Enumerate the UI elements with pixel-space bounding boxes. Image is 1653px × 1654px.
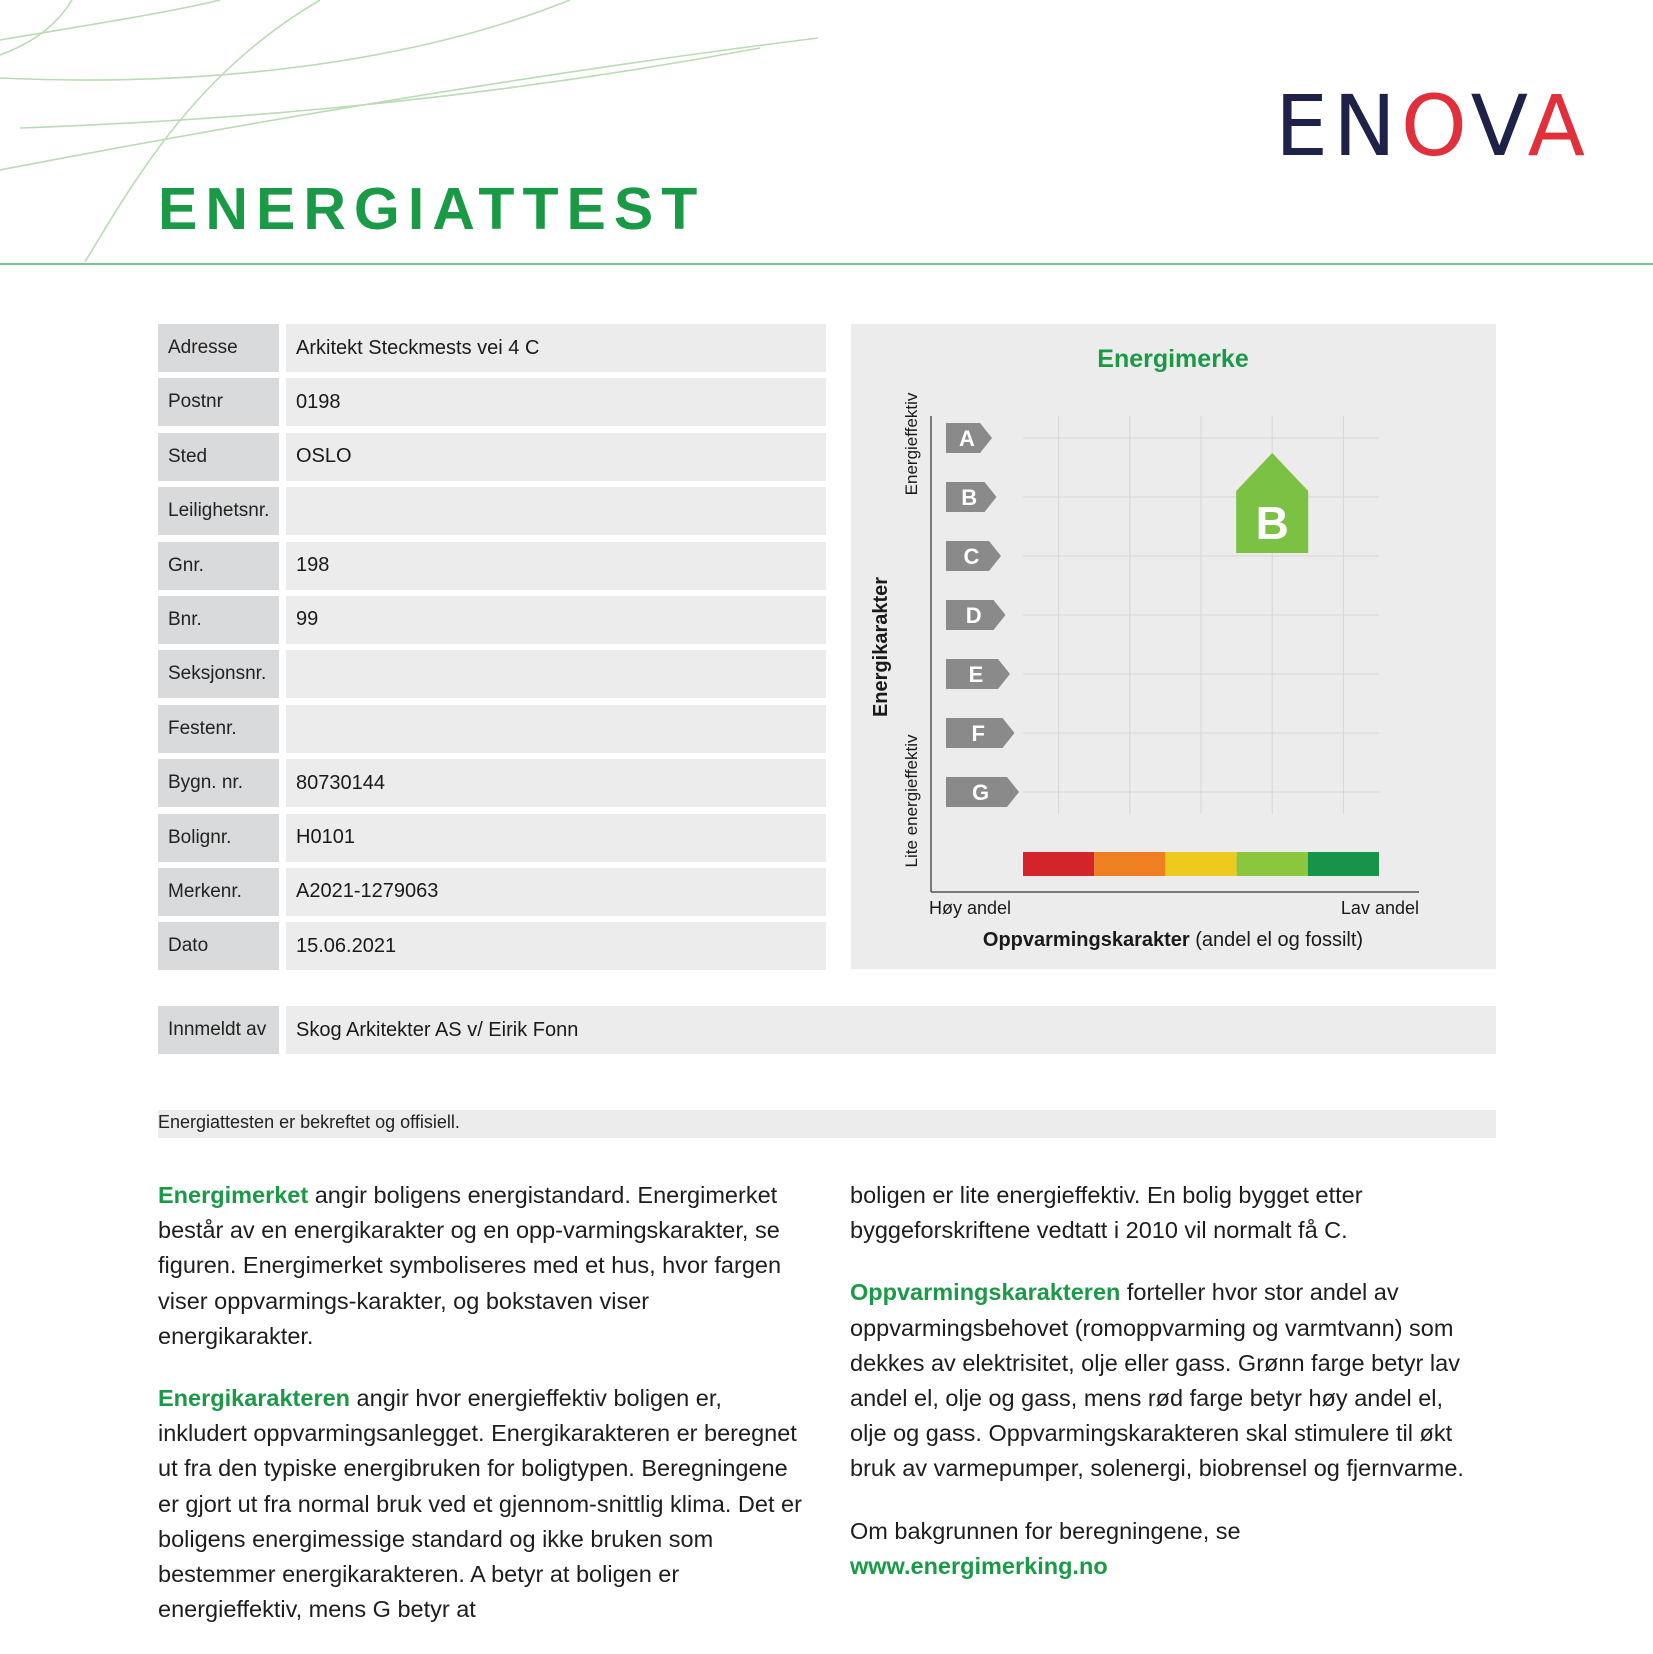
term-energimerket: Energimerket — [158, 1182, 309, 1208]
logo-part: V — [1470, 77, 1528, 175]
info-row — [158, 433, 826, 481]
info-label: Seksjonsnr. — [158, 650, 279, 698]
energy-label-title: Energimerke — [1097, 345, 1249, 373]
x-right-label: Lav andel — [1340, 898, 1419, 918]
chart-grid — [1023, 416, 1379, 814]
grade-arrow-a — [946, 423, 992, 453]
info-label: Bygn. nr. — [158, 759, 279, 807]
energimerking-link[interactable]: www.energimerking.no — [850, 1552, 1108, 1579]
grade-letter: B — [961, 485, 978, 510]
reported-by-label: Innmeldt av — [158, 1006, 279, 1054]
paragraph-text: forteller hvor stor andel av oppvarmingsbehovet (romoppvarming og varmtvann) som dekkes av elektrisitet, olje eller gass. Grønn farge betyr lav andel el, olje og gass, mens rød farge betyr høy andel el, olje og gass. Oppvarmingskarakteren skal stimulere til økt bruk av varmepumper, solenergi, biobrensel og fjernvarme. — [850, 1279, 1464, 1482]
grade-arrow-b — [946, 482, 997, 512]
reported-by-row — [158, 1006, 1496, 1054]
paragraph-text: angir boligens energistandard. Energimerket består av en energikarakter og en opp-varmingskarakter, se figuren. Energimerket symboliseres med et hus, hvor fargen viser oppvarmings-karakter, og bokstaven viser energikarakter. — [158, 1182, 782, 1349]
info-label: Dato — [158, 922, 279, 970]
x-axis-label-bold: Oppvarmingskarakter — [982, 929, 1190, 951]
text-column-left — [158, 1178, 808, 1654]
grade-letter: G — [971, 780, 990, 805]
grade-letter: A — [959, 426, 975, 451]
info-label: Bolignr. — [158, 814, 279, 862]
paragraph-text: angir hvor energieffektiv boligen er, inkludert oppvarmingsanlegget. Energikarakteren er beregnet ut fra den typiske energibruken for boligtypen. Beregningene er gjort ut fra normal bruk ved et gjennom-snittlig klima. Det er boligens energimessige standard og ikke bruken som bestemmer energikarakteren. A betyr at boligen er energieffektiv, mens G betyr at — [158, 1385, 802, 1623]
info-value — [286, 650, 826, 698]
info-value: 0198 — [286, 378, 826, 426]
energy-label-chart — [851, 324, 1496, 969]
paragraph-energikarakteren — [158, 1381, 808, 1627]
term-oppvarmingskarakteren: Oppvarmingskarakteren — [850, 1279, 1121, 1306]
paragraph-continuation: boligen er lite energieffektiv. En bolig bygget etter byggeforskriftene vedtatt i 2010 vil normalt få C. — [850, 1182, 1363, 1244]
info-label: Leilighetsnr. — [158, 487, 279, 535]
logo-part: EN — [1275, 77, 1401, 175]
info-row — [158, 759, 826, 807]
scale-segment — [1165, 852, 1236, 876]
info-value: 15.06.2021 — [286, 922, 826, 970]
energy-label-panel — [851, 324, 1496, 969]
info-value — [286, 705, 826, 753]
info-label: Adresse — [158, 324, 279, 372]
info-label: Postnr — [158, 378, 279, 426]
info-row — [158, 596, 826, 644]
info-value: 198 — [286, 542, 826, 590]
info-value: Arkitekt Steckmests vei 4 C — [286, 324, 826, 372]
scale-segment — [1308, 852, 1379, 876]
grade-arrows — [946, 423, 1019, 807]
info-row — [158, 378, 826, 426]
reported-by-value: Skog Arkitekter AS v/ Eirik Fonn — [286, 1006, 1496, 1054]
info-label: Gnr. — [158, 542, 279, 590]
x-left-label: Høy andel — [929, 898, 1012, 918]
grade-arrow-d — [946, 600, 1006, 630]
info-row — [158, 542, 826, 590]
info-value: OSLO — [286, 433, 826, 481]
term-energikarakteren: Energikarakteren — [158, 1385, 351, 1412]
info-row — [158, 922, 826, 970]
info-label: Sted — [158, 433, 279, 481]
y-top-label: Energieffektiv — [902, 392, 921, 496]
x-axis-label — [983, 929, 1363, 951]
info-value — [286, 487, 826, 535]
paragraph-text: Om bakgrunnen for beregningene, se — [850, 1517, 1241, 1544]
paragraph-background — [850, 1514, 1470, 1584]
info-label: Merkenr. — [158, 868, 279, 916]
grade-arrow-c — [946, 541, 1001, 571]
info-row — [158, 487, 826, 535]
grade-arrow-f — [946, 718, 1015, 748]
info-label: Festenr. — [158, 705, 279, 753]
info-row — [158, 650, 826, 698]
text-column-right — [850, 1178, 1470, 1611]
header-divider — [0, 263, 1653, 265]
paragraph-energimerket — [158, 1178, 808, 1354]
info-value: 99 — [286, 596, 826, 644]
info-row — [158, 324, 826, 372]
info-value: A2021-1279063 — [286, 868, 826, 916]
result-house — [1236, 453, 1308, 553]
grade-letter: C — [963, 544, 980, 569]
grade-letter: D — [965, 603, 982, 628]
x-axis-label-rest: (andel el og fossilt) — [1189, 929, 1364, 951]
confirmation-note: Energiattesten er bekreftet og offisiell. — [158, 1110, 1496, 1138]
grade-arrow-e — [946, 659, 1010, 689]
grade-letter: E — [968, 662, 984, 687]
y-axis-label: Energikarakter — [870, 576, 892, 718]
scale-segment — [1094, 852, 1165, 876]
info-row — [158, 705, 826, 753]
enova-logo — [1275, 77, 1591, 175]
page-title: ENERGIATTEST — [158, 176, 706, 242]
y-bottom-label: Lite energieffektiv — [902, 734, 921, 868]
info-row — [158, 868, 826, 916]
grade-letter: F — [971, 721, 985, 746]
logo-part: O — [1400, 77, 1471, 175]
paragraph-oppvarmingskarakteren — [850, 1275, 1470, 1486]
info-table — [158, 324, 826, 977]
scale-segment — [1237, 852, 1308, 876]
info-row — [158, 814, 826, 862]
house-grade-letter: B — [1255, 497, 1289, 549]
info-value: 80730144 — [286, 759, 826, 807]
heating-color-scale — [1023, 852, 1379, 876]
scale-segment — [1023, 852, 1094, 876]
logo-part: A — [1527, 77, 1591, 175]
info-value: H0101 — [286, 814, 826, 862]
grade-arrow-g — [946, 777, 1019, 807]
info-label: Bnr. — [158, 596, 279, 644]
